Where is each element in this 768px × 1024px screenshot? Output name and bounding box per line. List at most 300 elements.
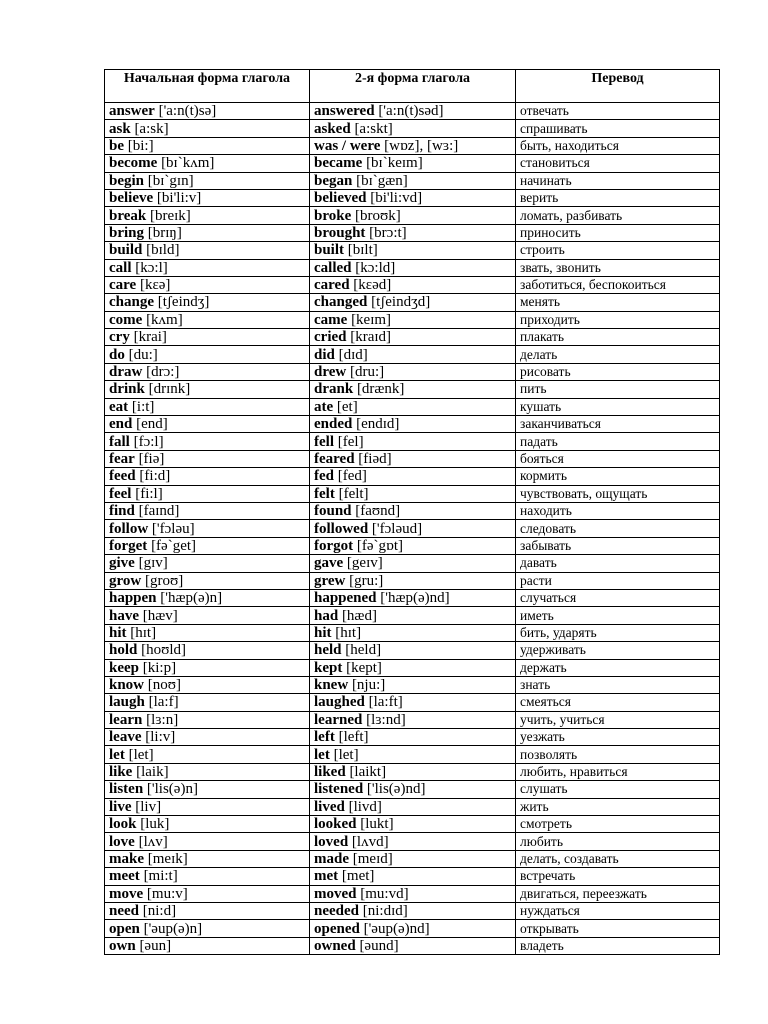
past-form-word: made [314, 850, 349, 867]
table-row [105, 363, 720, 380]
base-form-cell [105, 694, 310, 711]
base-form-transcription: [bɪ`gɪn] [147, 172, 194, 189]
base-form-cell [105, 450, 310, 467]
base-form-cell [105, 589, 310, 606]
past-form-cell [310, 329, 516, 346]
past-form-cell [310, 763, 516, 780]
past-form-word: learned [314, 711, 363, 728]
base-form-word: fear [109, 451, 135, 467]
base-form-cell [105, 781, 310, 798]
base-form-transcription: [hɪt] [130, 624, 157, 641]
past-form-word: needed [314, 903, 359, 920]
past-form-word: owned [314, 937, 356, 954]
past-form-transcription: [lʌvd] [351, 833, 389, 850]
base-form-cell [105, 833, 310, 850]
past-form-cell [310, 589, 516, 606]
table-row [105, 537, 720, 554]
past-form-cell [310, 224, 516, 241]
base-form-transcription: [drɔ:] [146, 364, 180, 381]
verb-forms-table [104, 69, 720, 955]
base-form-word: hold [109, 642, 138, 659]
base-form-cell [105, 120, 310, 137]
translation-cell: расти [516, 572, 720, 589]
past-form-cell [310, 572, 516, 589]
past-form-word: liked [314, 764, 346, 781]
base-form-cell [105, 137, 310, 154]
past-form-word: followed [314, 520, 369, 537]
base-form-transcription: [fiə] [138, 451, 165, 467]
past-form-cell [310, 676, 516, 693]
base-form-transcription: [du:] [128, 346, 158, 363]
base-form-transcription: ['əup(ə)n] [143, 920, 203, 937]
base-form-word: live [109, 798, 132, 815]
base-form-word: know [109, 677, 145, 694]
table-row [105, 398, 720, 415]
table-row [105, 311, 720, 328]
base-form-cell [105, 311, 310, 328]
base-form-word: believe [109, 190, 154, 207]
base-form-word: listen [109, 781, 144, 798]
base-form-cell [105, 729, 310, 746]
past-form-cell [310, 885, 516, 902]
past-form-transcription: [felt] [338, 485, 369, 502]
base-form-cell [105, 763, 310, 780]
base-form-word: begin [109, 172, 145, 189]
past-form-transcription: ['fɔləud] [371, 520, 423, 537]
past-form-cell [310, 485, 516, 502]
past-form-transcription: [gru:] [349, 572, 384, 589]
past-form-transcription: [la:ft] [368, 694, 403, 711]
base-form-cell [105, 485, 310, 502]
table-row [105, 902, 720, 919]
base-form-word: keep [109, 659, 139, 676]
base-form-transcription: [hoʊld] [141, 642, 186, 659]
table-row [105, 798, 720, 815]
table-row [105, 607, 720, 624]
base-form-word: give [109, 555, 135, 572]
base-form-word: break [109, 207, 147, 224]
base-form-word: let [109, 746, 125, 763]
translation-cell: кушать [516, 398, 720, 415]
past-form-word: had [314, 607, 339, 624]
base-form-cell [105, 155, 310, 172]
base-form-cell [105, 624, 310, 641]
past-form-word: let [314, 746, 330, 763]
past-form-cell [310, 346, 516, 363]
base-form-word: meet [109, 868, 140, 885]
translation-cell: смеяться [516, 694, 720, 711]
past-form-transcription: ['hæp(ə)nd] [380, 590, 450, 607]
past-form-transcription: [mu:vd] [360, 885, 409, 902]
past-form-transcription: [geɪv] [346, 555, 383, 572]
base-form-transcription: [la:f] [148, 694, 179, 711]
base-form-word: laugh [109, 694, 145, 711]
base-form-cell [105, 520, 310, 537]
base-form-cell [105, 676, 310, 693]
base-form-transcription: [əun] [139, 937, 172, 954]
base-form-transcription: [a:sk] [134, 120, 169, 137]
table-row [105, 868, 720, 885]
past-form-word: brought [314, 224, 366, 241]
table-row [105, 572, 720, 589]
base-form-word: make [109, 850, 144, 867]
table-row [105, 155, 720, 172]
base-form-transcription: [drɪnk] [148, 381, 191, 398]
base-form-word: end [109, 416, 133, 433]
past-form-word: laughed [314, 694, 365, 711]
translation-cell: удерживать [516, 642, 720, 659]
past-form-transcription: [ni:dɪd] [362, 903, 408, 920]
base-form-cell [105, 398, 310, 415]
base-form-word: fall [109, 433, 130, 450]
base-form-cell [105, 607, 310, 624]
past-form-cell [310, 120, 516, 137]
base-form-transcription: [bɪld] [146, 242, 180, 259]
table-row [105, 763, 720, 780]
past-form-word: loved [314, 833, 349, 850]
translation-cell: позволять [516, 746, 720, 763]
base-form-word: leave [109, 729, 142, 746]
header-past-form: 2-я форма глагола [310, 70, 516, 103]
translation-cell: забывать [516, 537, 720, 554]
base-form-transcription: [kɛə] [139, 277, 171, 294]
past-form-word: built [314, 242, 345, 259]
past-form-cell [310, 816, 516, 833]
past-form-cell [310, 294, 516, 311]
table-header [105, 70, 720, 103]
past-form-transcription: [tʃeindʒd] [371, 294, 431, 311]
past-form-transcription: [kraɪd] [350, 329, 392, 346]
base-form-transcription: [i:t] [131, 398, 155, 415]
past-form-cell [310, 416, 516, 433]
past-form-word: cried [314, 329, 347, 346]
past-form-transcription: [bɪlt] [347, 242, 378, 259]
base-form-transcription: [breɪk] [149, 207, 191, 224]
base-form-transcription: [brɪŋ] [147, 224, 182, 241]
past-form-cell [310, 137, 516, 154]
past-form-transcription: [fel] [337, 433, 364, 450]
base-form-cell [105, 816, 310, 833]
past-form-cell [310, 502, 516, 519]
base-form-cell [105, 468, 310, 485]
past-form-word: ate [314, 398, 334, 415]
past-form-word: fell [314, 433, 334, 450]
base-form-word: have [109, 607, 139, 624]
past-form-word: moved [314, 885, 357, 902]
past-form-cell [310, 902, 516, 919]
table-row [105, 381, 720, 398]
past-form-transcription: [fə`gɒt] [356, 537, 404, 554]
table-row [105, 485, 720, 502]
past-form-transcription: [kept] [346, 659, 382, 676]
base-form-cell [105, 224, 310, 241]
base-form-cell [105, 555, 310, 572]
table-row [105, 555, 720, 572]
past-form-cell [310, 172, 516, 189]
translation-cell: падать [516, 433, 720, 450]
base-form-transcription: ['a:n(t)sə] [158, 103, 217, 120]
past-form-transcription: ['a:n(t)səd] [378, 103, 444, 120]
past-form-word: fed [314, 468, 334, 485]
past-form-cell [310, 433, 516, 450]
translation-cell: слушать [516, 781, 720, 798]
past-form-transcription: [a:skt] [354, 120, 393, 137]
base-form-cell [105, 537, 310, 554]
past-form-word: feared [314, 451, 355, 467]
base-form-word: grow [109, 572, 142, 589]
past-form-word: grew [314, 572, 346, 589]
base-form-cell [105, 416, 310, 433]
past-form-word: happened [314, 590, 377, 607]
table-row [105, 189, 720, 206]
base-form-word: feed [109, 468, 136, 485]
translation-cell: менять [516, 294, 720, 311]
past-form-word: asked [314, 120, 351, 137]
translation-cell: звать, звонить [516, 259, 720, 276]
past-form-word: became [314, 155, 363, 172]
base-form-transcription: [mi:t] [143, 868, 178, 885]
past-form-cell [310, 746, 516, 763]
base-form-word: build [109, 242, 143, 259]
translation-cell: заботиться, беспокоиться [516, 276, 720, 293]
base-form-word: happen [109, 590, 157, 607]
past-form-cell [310, 537, 516, 554]
table-row [105, 120, 720, 137]
base-form-word: change [109, 294, 154, 311]
table-row [105, 920, 720, 937]
translation-cell: иметь [516, 607, 720, 624]
base-form-transcription: [luk] [140, 816, 170, 833]
past-form-transcription: [lukt] [360, 816, 394, 833]
past-form-transcription: [endɪd] [356, 416, 400, 433]
translation-cell: плакать [516, 329, 720, 346]
table-row [105, 833, 720, 850]
base-form-word: learn [109, 711, 143, 728]
past-form-transcription: [let] [333, 746, 359, 763]
base-form-cell [105, 433, 310, 450]
past-form-cell [310, 189, 516, 206]
base-form-cell [105, 259, 310, 276]
translation-cell: строить [516, 242, 720, 259]
past-form-word: drew [314, 364, 347, 381]
base-form-cell [105, 746, 310, 763]
base-form-cell [105, 381, 310, 398]
base-form-transcription: [hæv] [142, 607, 178, 624]
base-form-word: find [109, 503, 135, 520]
table-row [105, 711, 720, 728]
table-row [105, 850, 720, 867]
base-form-transcription: [ki:p] [142, 659, 177, 676]
translation-cell: жить [516, 798, 720, 815]
table-row [105, 659, 720, 676]
base-form-cell [105, 902, 310, 919]
table-row [105, 346, 720, 363]
base-form-word: be [109, 137, 124, 154]
base-form-word: answer [109, 103, 155, 120]
base-form-word: care [109, 277, 137, 294]
past-form-word: found [314, 503, 352, 520]
base-form-cell [105, 868, 310, 885]
past-form-transcription: [broʊk] [354, 207, 401, 224]
translation-cell: находить [516, 502, 720, 519]
past-form-word: ended [314, 416, 353, 433]
base-form-word: feel [109, 485, 132, 502]
base-form-transcription: [tʃeindʒ] [157, 294, 210, 311]
past-form-transcription: [bi'li:vd] [370, 190, 423, 207]
past-form-transcription: [dɪd] [338, 346, 368, 363]
base-form-transcription: [bi:] [127, 137, 154, 154]
base-form-cell [105, 346, 310, 363]
base-form-transcription: [bɪ`kʌm] [161, 155, 215, 172]
past-form-cell [310, 520, 516, 537]
base-form-transcription: [li:v] [145, 729, 176, 746]
base-form-cell [105, 711, 310, 728]
past-form-cell [310, 659, 516, 676]
table-row [105, 207, 720, 224]
translation-cell: делать, создавать [516, 850, 720, 867]
table-row [105, 746, 720, 763]
past-form-cell [310, 920, 516, 937]
past-form-word: came [314, 311, 348, 328]
base-form-transcription: [ni:d] [142, 903, 177, 920]
table-row [105, 781, 720, 798]
past-form-cell [310, 694, 516, 711]
past-form-transcription: [met] [341, 868, 375, 885]
table-row [105, 242, 720, 259]
past-form-word: met [314, 868, 339, 885]
base-form-cell [105, 642, 310, 659]
translation-cell: ломать, разбивать [516, 207, 720, 224]
translation-cell: любить [516, 833, 720, 850]
translation-cell: следовать [516, 520, 720, 537]
past-form-cell [310, 363, 516, 380]
base-form-word: ask [109, 120, 131, 137]
past-form-word: forgot [314, 537, 354, 554]
past-form-cell [310, 398, 516, 415]
past-form-cell [310, 781, 516, 798]
translation-cell: становиться [516, 155, 720, 172]
base-form-transcription: ['lis(ə)n] [146, 781, 198, 798]
table-row [105, 676, 720, 693]
past-form-transcription: ['lis(ə)nd] [366, 781, 426, 798]
base-form-cell [105, 242, 310, 259]
table-row [105, 416, 720, 433]
header-translation: Перевод [516, 70, 720, 103]
translation-cell: пить [516, 381, 720, 398]
translation-cell: быть, находиться [516, 137, 720, 154]
past-form-cell [310, 798, 516, 815]
past-form-cell [310, 468, 516, 485]
translation-cell: владеть [516, 937, 720, 954]
past-form-word: cared [314, 277, 350, 294]
past-form-cell [310, 729, 516, 746]
base-form-transcription: [faɪnd] [138, 503, 180, 520]
table-row [105, 624, 720, 641]
past-form-transcription: ['əup(ə)nd] [363, 920, 430, 937]
past-form-word: did [314, 346, 335, 363]
base-form-transcription: [meɪk] [147, 850, 188, 867]
base-form-transcription: ['fɔləu] [151, 520, 195, 537]
translation-cell: начинать [516, 172, 720, 189]
past-form-transcription: [bɪ`keɪm] [366, 155, 423, 172]
past-form-word: gave [314, 555, 344, 572]
past-form-word: opened [314, 920, 360, 937]
past-form-cell [310, 103, 516, 120]
translation-cell: делать [516, 346, 720, 363]
translation-cell: чувствовать, ощущать [516, 485, 720, 502]
past-form-transcription: [hæd] [341, 607, 377, 624]
past-form-word: began [314, 172, 353, 189]
past-form-transcription: [fed] [337, 468, 367, 485]
past-form-transcription: [dru:] [349, 364, 385, 381]
past-form-word: left [314, 729, 335, 746]
base-form-transcription: [noʊ] [147, 677, 182, 694]
base-form-word: like [109, 764, 133, 781]
past-form-transcription: [faʊnd] [355, 503, 401, 520]
base-form-word: cry [109, 329, 130, 346]
base-form-cell [105, 920, 310, 937]
past-form-cell [310, 642, 516, 659]
base-form-cell [105, 294, 310, 311]
table-row [105, 103, 720, 120]
past-form-word: knew [314, 677, 349, 694]
base-form-word: love [109, 833, 135, 850]
base-form-cell [105, 207, 310, 224]
table-row [105, 694, 720, 711]
base-form-transcription: [mu:v] [146, 885, 188, 902]
past-form-word: drank [314, 381, 354, 398]
header-row [105, 70, 720, 103]
past-form-transcription: [lɜ:nd] [366, 711, 406, 728]
past-form-word: changed [314, 294, 368, 311]
base-form-transcription: [end] [136, 416, 168, 433]
past-form-transcription: [meɪd] [352, 850, 393, 867]
translation-cell: нуждаться [516, 902, 720, 919]
base-form-word: follow [109, 520, 149, 537]
past-form-word: listened [314, 781, 364, 798]
base-form-word: do [109, 346, 125, 363]
table-row [105, 816, 720, 833]
past-form-transcription: [kɛəd] [353, 277, 392, 294]
table-row [105, 885, 720, 902]
translation-cell: смотреть [516, 816, 720, 833]
past-form-cell [310, 381, 516, 398]
past-form-transcription: [nju:] [351, 677, 386, 694]
past-form-word: called [314, 259, 352, 276]
past-form-cell [310, 850, 516, 867]
past-form-transcription: [livd] [348, 798, 382, 815]
translation-cell: заканчиваться [516, 416, 720, 433]
table-row [105, 937, 720, 954]
base-form-transcription: [kʌm] [146, 311, 183, 328]
base-form-cell [105, 363, 310, 380]
translation-cell: любить, нравиться [516, 763, 720, 780]
past-form-transcription: [left] [338, 729, 369, 746]
translation-cell: рисовать [516, 363, 720, 380]
past-form-transcription: [held] [345, 642, 382, 659]
table-row [105, 294, 720, 311]
past-form-cell [310, 607, 516, 624]
translation-cell: бить, ударять [516, 624, 720, 641]
header-base-form: Начальная форма глагола [105, 70, 310, 103]
past-form-cell [310, 242, 516, 259]
base-form-word: forget [109, 537, 148, 554]
table-row [105, 276, 720, 293]
table-row [105, 259, 720, 276]
past-form-word: answered [314, 103, 375, 120]
base-form-word: bring [109, 224, 145, 241]
base-form-transcription: [laik] [136, 764, 169, 781]
